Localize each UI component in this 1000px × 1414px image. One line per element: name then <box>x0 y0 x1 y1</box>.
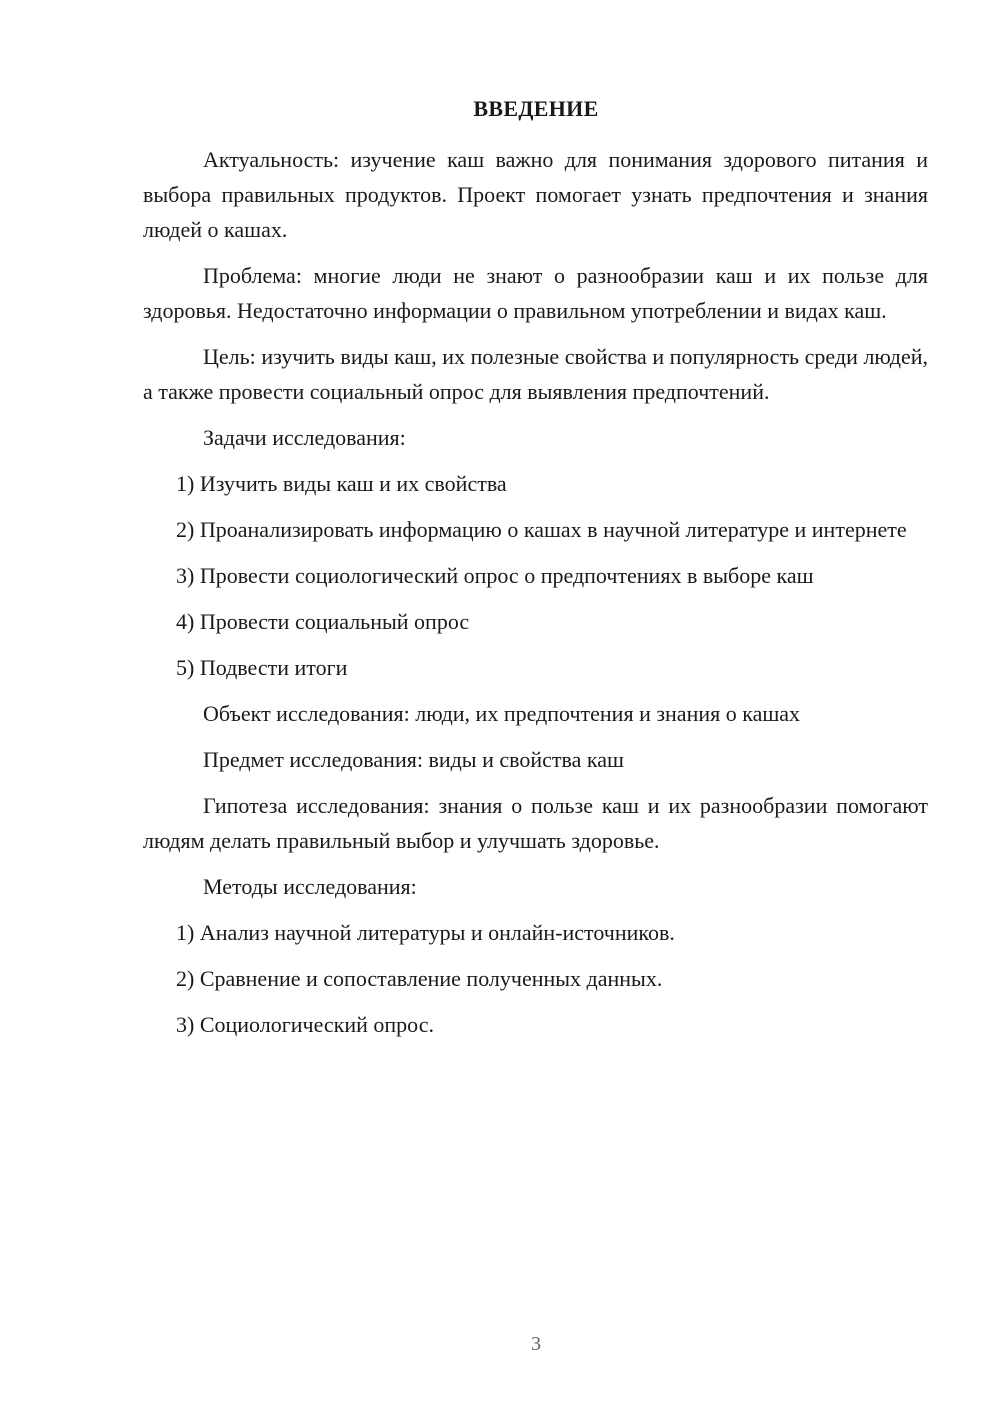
task-item: 5) Подвести итоги <box>176 655 348 680</box>
methods-heading: Методы исследования: <box>203 874 417 899</box>
page-number: 3 <box>531 1333 541 1355</box>
hypothesis-paragraph: Гипотеза исследования: знания о пользе каш и их разнообразии помогают людям делать правильный выбор и улучшать здоровье. <box>143 793 928 853</box>
task-item: 3) Провести социологический опрос о предпочтениях в выборе каш <box>176 563 814 588</box>
document-body <box>143 142 928 1053</box>
goal-paragraph: Цель: изучить виды каш, их полезные свойства и популярность среди людей, а также провести социальный опрос для выявления предпочтений. <box>143 344 928 404</box>
method-item: 2) Сравнение и сопоставление полученных данных. <box>176 966 663 991</box>
method-item: 1) Анализ научной литературы и онлайн-источников. <box>176 920 675 945</box>
task-item: 4) Провести социальный опрос <box>176 609 470 634</box>
research-object: Объект исследования: люди, их предпочтения и знания о кашах <box>203 701 801 726</box>
task-item: 2) Проанализировать информацию о кашах в научной литературе и интернете <box>176 517 907 542</box>
task-item: 1) Изучить виды каш и их свойства <box>176 471 507 496</box>
research-subject: Предмет исследования: виды и свойства каш <box>203 747 624 772</box>
problem-paragraph: Проблема: многие люди не знают о разнообразии каш и их пользе для здоровья. Недостаточно информации о правильном употреблении и видах каш. <box>143 263 928 323</box>
tasks-heading: Задачи исследования: <box>203 425 406 450</box>
method-item: 3) Социологический опрос. <box>176 1012 434 1037</box>
page-title: ВВЕДЕНИЕ <box>473 96 599 121</box>
relevance-paragraph: Актуальность: изучение каш важно для понимания здорового питания и выбора правильных продуктов. Проект помогает узнать предпочтения и знания людей о кашах. <box>143 147 928 242</box>
